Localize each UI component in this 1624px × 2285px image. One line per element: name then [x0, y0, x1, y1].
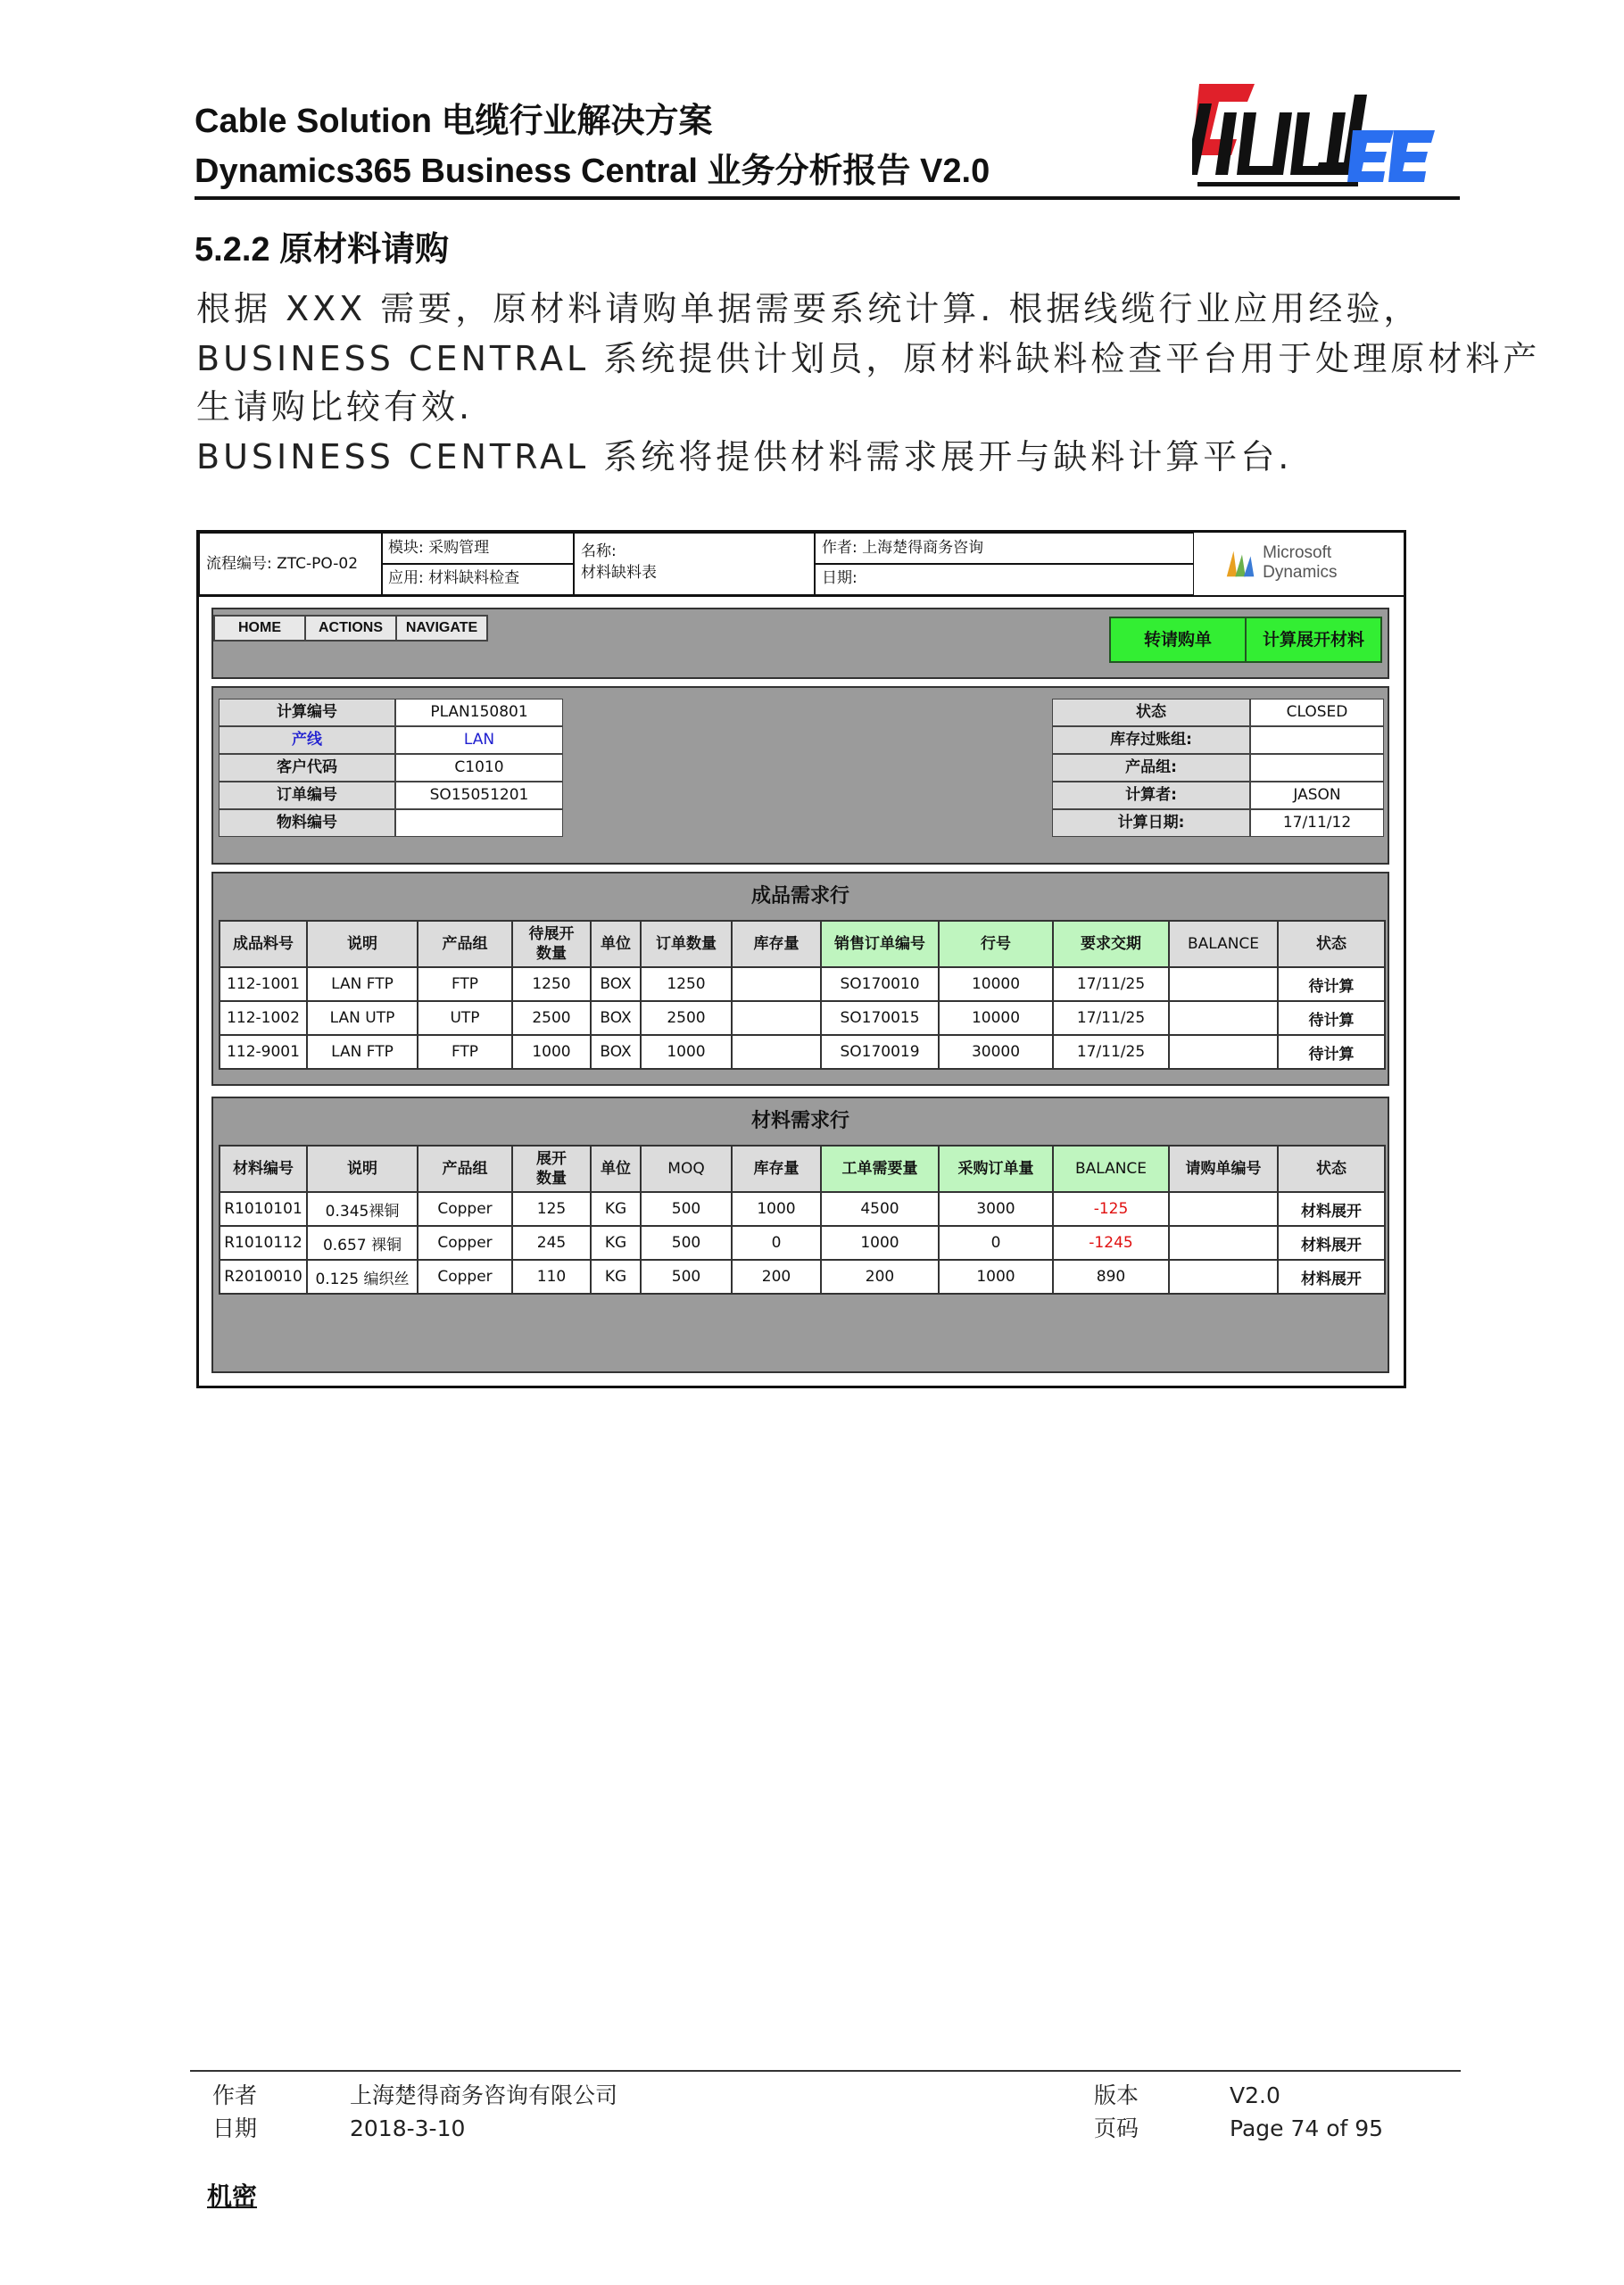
customer-code-field[interactable]: C1010	[395, 754, 563, 782]
material-demand-panel	[211, 1097, 1389, 1373]
header-fields-panel	[211, 686, 1389, 865]
section-title: 5.2.2 原材料请购	[195, 231, 450, 269]
cell: BOX	[591, 1035, 641, 1069]
col-header: 要求交期	[1053, 921, 1169, 967]
cell: Copper	[418, 1226, 512, 1260]
footer-version-value: V2.0	[1230, 2082, 1280, 2108]
order-number-field[interactable]: SO15051201	[395, 782, 563, 809]
cell: 10000	[939, 967, 1053, 1001]
cell: Copper	[418, 1260, 512, 1294]
cell: 500	[641, 1226, 732, 1260]
material-demand-table	[219, 1145, 1386, 1295]
field-label: 产品组:	[1052, 754, 1250, 782]
paragraph-line: 生请购比较有效.	[196, 387, 474, 426]
field-label: 库存过账组:	[1052, 726, 1250, 754]
field-label: 状态	[1052, 699, 1250, 726]
col-header: 请购单编号	[1169, 1146, 1278, 1192]
footer-date-label: 日期	[212, 2115, 258, 2141]
col-header: 产品组	[418, 1146, 512, 1192]
field-label: 计算日期:	[1052, 809, 1250, 837]
col-header: 单位	[591, 1146, 641, 1192]
cell: 500	[641, 1260, 732, 1294]
paragraph-line: BUSINESS CENTRAL 系统将提供材料需求展开与缺料计算平台.	[196, 437, 1293, 476]
field-label: 计算者:	[1052, 782, 1250, 809]
col-header: MOQ	[641, 1146, 732, 1192]
cell: 1000	[641, 1035, 732, 1069]
cell: 0.657 裸铜	[307, 1226, 418, 1260]
table-row[interactable]	[220, 1260, 1385, 1294]
footer-page-value: Page 74 of 95	[1230, 2115, 1384, 2141]
col-header: 库存量	[732, 921, 821, 967]
cell: 110	[512, 1260, 591, 1294]
cell: 200	[821, 1260, 939, 1294]
confidential-label: 机密	[207, 2182, 258, 2211]
cell: LAN UTP	[307, 1001, 418, 1035]
cell	[732, 1035, 821, 1069]
tab-actions[interactable]: ACTIONS	[304, 615, 397, 642]
info-bar	[199, 533, 1404, 597]
name-label: 名称:	[581, 542, 617, 560]
cell: 17/11/25	[1053, 1035, 1169, 1069]
app-label: 应用: 材料缺料检查	[388, 569, 520, 587]
cell	[1169, 967, 1278, 1001]
cell: 500	[641, 1192, 732, 1226]
status-cell: 待计算	[1278, 967, 1385, 1001]
footer-date-value: 2018-3-10	[350, 2115, 466, 2141]
cell: 112-1002	[220, 1001, 307, 1035]
cell: 10000	[939, 1001, 1053, 1035]
cell: 200	[732, 1260, 821, 1294]
cell: 112-9001	[220, 1035, 307, 1069]
footer-version-label: 版本	[1094, 2082, 1139, 2108]
footer-author-value: 上海楚得商务咨询有限公司	[350, 2082, 618, 2108]
calculate-materials-button[interactable]: 计算展开材料	[1245, 617, 1382, 663]
cell: 0	[939, 1226, 1053, 1260]
col-header: BALANCE	[1053, 1146, 1169, 1192]
item-number-field[interactable]	[395, 809, 563, 837]
footer-page-label: 页码	[1094, 2115, 1139, 2141]
paragraph-line: BUSINESS CENTRAL 系统提供计划员，原材料缺料检查平台用于处理原材料产	[196, 339, 1541, 378]
name-value: 材料缺料表	[581, 564, 657, 582]
fg-header-row	[220, 921, 1385, 967]
cell: 1250	[641, 967, 732, 1001]
col-header: 状态	[1278, 1146, 1385, 1192]
col-header: 状态	[1278, 921, 1385, 967]
cell: KG	[591, 1260, 641, 1294]
cell	[1169, 1260, 1278, 1294]
fg-demand-title: 成品需求行	[750, 885, 849, 907]
cell: 2500	[512, 1001, 591, 1035]
col-header: 工单需要量	[821, 1146, 939, 1192]
cell: SO170015	[821, 1001, 939, 1035]
transfer-to-requisition-button[interactable]: 转请购单	[1109, 617, 1247, 663]
paragraph-line: 根据 XXX 需要，原材料请购单据需要系统计算. 根据线缆行业应用经验，	[196, 289, 1421, 328]
calc-date-field[interactable]: 17/11/12	[1250, 809, 1384, 837]
cell: 30000	[939, 1035, 1053, 1069]
col-header: BALANCE	[1169, 921, 1278, 967]
col-header: 说明	[307, 921, 418, 967]
table-row[interactable]	[220, 1192, 1385, 1226]
col-header: 销售订单编号	[821, 921, 939, 967]
action-toolbar	[211, 608, 1389, 679]
col-header: 订单数量	[641, 921, 732, 967]
cell: 0.125 编织丝	[307, 1260, 418, 1294]
cell: R2010010	[220, 1260, 307, 1294]
cell: LAN FTP	[307, 967, 418, 1001]
cell: FTP	[418, 967, 512, 1001]
microsoft-dynamics-text: Microsoft Dynamics	[1263, 543, 1338, 582]
cell: 2500	[641, 1001, 732, 1035]
table-row[interactable]	[220, 1226, 1385, 1260]
field-label: 计算编号	[219, 699, 395, 726]
cell: SO170019	[821, 1035, 939, 1069]
cell: 0.345裸铜	[307, 1192, 418, 1226]
footer-rule	[190, 2070, 1461, 2072]
col-header: 行号	[939, 921, 1053, 967]
cell: R1010101	[220, 1192, 307, 1226]
table-row[interactable]	[220, 1035, 1385, 1069]
material-demand-title: 材料需求行	[750, 1110, 849, 1132]
cell: FTP	[418, 1035, 512, 1069]
field-label: 客户代码	[219, 754, 395, 782]
col-header: 材料编号	[220, 1146, 307, 1192]
ui-mockup	[196, 530, 1406, 1388]
date-label: 日期:	[822, 569, 858, 587]
cell	[1169, 1001, 1278, 1035]
cell: KG	[591, 1226, 641, 1260]
dynamics-icon	[1223, 547, 1257, 579]
cell: 1000	[732, 1192, 821, 1226]
col-header: 展开 数量	[512, 1146, 591, 1192]
status-cell: 材料展开	[1278, 1260, 1385, 1294]
cell: 1000	[512, 1035, 591, 1069]
field-label: 物料编号	[219, 809, 395, 837]
cell: 4500	[821, 1192, 939, 1226]
author-label: 作者: 上海楚得商务咨询	[822, 539, 984, 557]
status-cell: 待计算	[1278, 1001, 1385, 1035]
company-logo	[1192, 77, 1447, 193]
tab-home[interactable]: HOME	[213, 615, 306, 642]
cell: BOX	[591, 967, 641, 1001]
cell: 0	[732, 1226, 821, 1260]
col-header: 产品组	[418, 921, 512, 967]
cell: 17/11/25	[1053, 1001, 1169, 1035]
table-row[interactable]	[220, 967, 1385, 1001]
cell: 112-1001	[220, 967, 307, 1001]
inventory-posting-group-field[interactable]	[1250, 726, 1384, 754]
status-cell: 材料展开	[1278, 1192, 1385, 1226]
status-field[interactable]: CLOSED	[1250, 699, 1384, 726]
field-label: 产线	[219, 726, 395, 754]
footer-author-label: 作者	[212, 2082, 258, 2108]
cell	[1169, 1192, 1278, 1226]
microsoft-dynamics-logo	[1223, 543, 1404, 583]
cell: 3000	[939, 1192, 1053, 1226]
cell	[732, 1001, 821, 1035]
col-header: 说明	[307, 1146, 418, 1192]
table-row[interactable]	[220, 1001, 1385, 1035]
col-header: 成品料号	[220, 921, 307, 967]
product-group-field[interactable]	[1250, 754, 1384, 782]
calc-number-field[interactable]: PLAN150801	[395, 699, 563, 726]
balance-cell: -125	[1053, 1192, 1169, 1226]
header-title-line1: Cable Solution 电缆行业解决方案	[195, 103, 713, 140]
cell: 1250	[512, 967, 591, 1001]
header-rule	[195, 196, 1460, 200]
header-title-line2: Dynamics365 Business Central 业务分析报告 V2.0	[195, 153, 990, 190]
col-header: 采购订单量	[939, 1146, 1053, 1192]
status-cell: 材料展开	[1278, 1226, 1385, 1260]
cell: 1000	[939, 1260, 1053, 1294]
cell	[732, 967, 821, 1001]
cell	[1169, 1226, 1278, 1260]
cell	[1169, 1035, 1278, 1069]
product-line-field[interactable]: LAN	[395, 726, 563, 754]
cell: SO170010	[821, 967, 939, 1001]
calculated-by-field[interactable]: JASON	[1250, 782, 1384, 809]
fg-demand-panel	[211, 872, 1389, 1086]
cell: LAN FTP	[307, 1035, 418, 1069]
cell: UTP	[418, 1001, 512, 1035]
fg-demand-table	[219, 920, 1386, 1070]
col-header: 单位	[591, 921, 641, 967]
cell: Copper	[418, 1192, 512, 1226]
status-cell: 待计算	[1278, 1035, 1385, 1069]
module-label: 模块: 采购管理	[388, 539, 490, 557]
cell: 245	[512, 1226, 591, 1260]
tab-navigate[interactable]: NAVIGATE	[395, 615, 488, 642]
material-header-row	[220, 1146, 1385, 1192]
balance-cell: -1245	[1053, 1226, 1169, 1260]
flow-number: 流程编号: ZTC-PO-02	[206, 555, 359, 573]
cell: BOX	[591, 1001, 641, 1035]
cell: 1000	[821, 1226, 939, 1260]
cell: 125	[512, 1192, 591, 1226]
cell: 17/11/25	[1053, 967, 1169, 1001]
field-label: 订单编号	[219, 782, 395, 809]
cell: R1010112	[220, 1226, 307, 1260]
col-header: 待展开 数量	[512, 921, 591, 967]
cell: KG	[591, 1192, 641, 1226]
balance-cell: 890	[1053, 1260, 1169, 1294]
col-header: 库存量	[732, 1146, 821, 1192]
